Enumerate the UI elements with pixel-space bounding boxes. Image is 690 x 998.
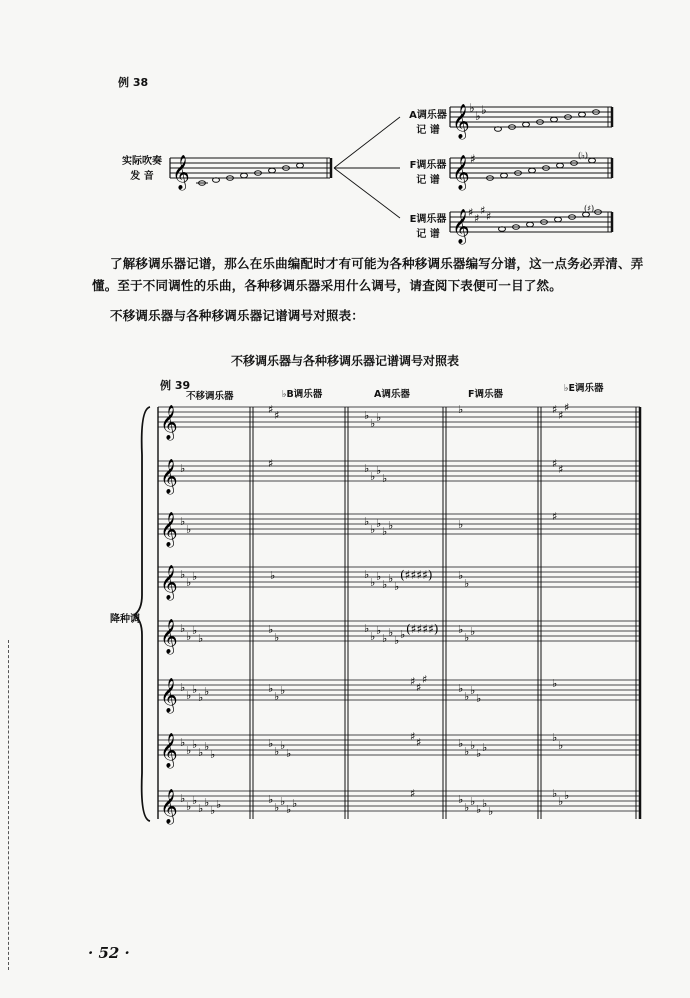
flat-icon: ♭ — [370, 523, 376, 536]
target-f-line1: F调乐器 — [409, 160, 447, 171]
example-38-notation — [0, 0, 690, 250]
flat-icon: ♭ — [382, 578, 388, 591]
flat-icon: ♭ — [186, 523, 192, 536]
source-label-line2: 发 音 — [130, 171, 154, 182]
col-2-key-signatures — [364, 409, 439, 800]
flat-icon: ♭ — [464, 745, 470, 758]
connector-lines — [334, 117, 400, 218]
staff-row-2 — [158, 461, 640, 481]
enharmonic-paren-row5: (♯♯♯♯) — [406, 622, 439, 636]
flat-icon: ♭ — [268, 793, 274, 806]
sharp-icon: ♯ — [416, 681, 422, 694]
treble-clef-icon: 𝄞 — [172, 155, 190, 190]
sharp-icon: ♯ — [410, 675, 416, 688]
flat-icon: ♭ — [364, 622, 370, 635]
flat-icon: ♭ — [204, 740, 210, 753]
flat-icon: ♭ — [458, 403, 464, 416]
flat-icon: ♭ — [198, 802, 204, 815]
target-a-line2: 记 谱 — [416, 125, 440, 136]
treble-clef-icon: 𝄞 — [160, 459, 178, 494]
sharp-icon: ♯ — [410, 787, 416, 800]
flat-icon: ♭ — [370, 630, 376, 643]
flat-icon: ♭ — [382, 525, 388, 538]
col-4-key-signatures — [552, 401, 569, 808]
column-header-0: 不移调乐器 — [186, 391, 234, 402]
sharp-icon: ♯ — [422, 673, 428, 686]
page-number: · 52 · — [88, 944, 130, 962]
flat-icon: ♭ — [400, 628, 406, 641]
target-e-line1: E调乐器 — [409, 214, 447, 225]
flat-icon: ♭ — [180, 462, 186, 475]
flat-icon: ♭ — [458, 623, 464, 636]
sharp-icon: ♯ — [268, 457, 274, 470]
system-brace — [134, 407, 150, 821]
treble-clef-icon: 𝄞 — [452, 209, 470, 244]
source-notes — [196, 163, 304, 185]
f-paren-accidental: (♭) — [578, 151, 589, 160]
flat-icon: ♭ — [204, 796, 210, 809]
flat-icon: ♭ — [268, 682, 274, 695]
flat-icon: ♭ — [292, 797, 298, 810]
flat-icon: ♭ — [464, 801, 470, 814]
flat-icon: ♭ — [204, 685, 210, 698]
flat-icon: ♭ — [476, 747, 482, 760]
flat-icon: ♭ — [186, 744, 192, 757]
flat-icon: ♭ — [280, 739, 286, 752]
e-paren-accidental: (♯) — [584, 204, 595, 213]
flat-icon: ♭ — [192, 794, 198, 807]
flat-icon: ♭ — [482, 741, 488, 754]
flat-icon: ♭ — [268, 623, 274, 636]
flat-icon: ♭ — [180, 622, 186, 635]
treble-clef-icon: 𝄞 — [452, 155, 470, 190]
sharp-icon: ♯ — [268, 403, 274, 416]
flat-icon: ♭ — [481, 103, 487, 117]
flat-icon: ♭ — [470, 625, 476, 638]
flat-icon: ♭ — [376, 411, 382, 424]
flat-icon: ♭ — [564, 789, 570, 802]
flat-icon: ♭ — [370, 470, 376, 483]
flat-icon: ♭ — [198, 691, 204, 704]
flat-icon: ♭ — [180, 568, 186, 581]
flat-icon: ♭ — [364, 462, 370, 475]
example-39-label: 例 39 — [160, 379, 191, 392]
flat-icon: ♭ — [458, 793, 464, 806]
flat-icon: ♭ — [476, 803, 482, 816]
sharp-icon: ♯ — [552, 510, 558, 523]
flat-icon: ♭ — [210, 804, 216, 817]
flat-icon: ♭ — [388, 572, 394, 585]
flat-icon: ♭ — [370, 417, 376, 430]
flat-icon: ♭ — [198, 746, 204, 759]
row-group-label: 降种调 — [110, 614, 140, 625]
flat-icon: ♭ — [394, 580, 400, 593]
flat-icon: ♭ — [274, 745, 280, 758]
staff-row-3 — [158, 514, 640, 534]
treble-clef-icon: 𝄞 — [160, 789, 178, 824]
flat-icon: ♭ — [458, 682, 464, 695]
flat-icon: ♭ — [376, 570, 382, 583]
target-f-line2: 记 谱 — [416, 175, 440, 186]
flat-icon: ♭ — [464, 631, 470, 644]
sharp-icon: ♯ — [552, 457, 558, 470]
flat-icon: ♭ — [274, 801, 280, 814]
column-header-3: F调乐器 — [468, 389, 503, 400]
treble-clef-icon: 𝄞 — [452, 104, 470, 139]
flat-icon: ♭ — [364, 515, 370, 528]
sharp-icon: ♯ — [274, 409, 280, 422]
flat-icon: ♭ — [458, 569, 464, 582]
treble-clef-icon: 𝄞 — [160, 565, 178, 600]
flat-icon: ♭ — [280, 795, 286, 808]
flat-icon: ♭ — [286, 747, 292, 760]
staff-row-7 — [158, 735, 640, 755]
enharmonic-paren-row4: (♯♯♯♯) — [400, 568, 433, 582]
treble-clef-icon: 𝄞 — [160, 512, 178, 547]
flat-icon: ♭ — [210, 748, 216, 761]
flat-icon: ♭ — [180, 736, 186, 749]
flat-icon: ♭ — [274, 690, 280, 703]
flat-icon: ♭ — [268, 737, 274, 750]
flat-icon: ♭ — [376, 464, 382, 477]
sharp-icon: ♯ — [470, 152, 476, 166]
flat-icon: ♭ — [180, 681, 186, 694]
col-1-key-signatures — [268, 403, 297, 816]
flat-icon: ♭ — [180, 792, 186, 805]
sharp-icon: ♯ — [474, 212, 480, 225]
f-notes — [487, 158, 596, 180]
flat-icon: ♭ — [382, 472, 388, 485]
flat-icon: ♭ — [364, 568, 370, 581]
a-notes — [495, 110, 600, 132]
flat-icon: ♭ — [394, 634, 400, 647]
treble-clef-icon: 𝄞 — [160, 619, 178, 654]
flat-icon: ♭ — [458, 518, 464, 531]
flat-icon: ♭ — [186, 576, 192, 589]
flat-icon: ♭ — [198, 632, 204, 645]
flat-icon: ♭ — [470, 684, 476, 697]
flat-icon: ♭ — [192, 570, 198, 583]
flat-icon: ♭ — [552, 787, 558, 800]
target-e-line2: 记 谱 — [416, 229, 440, 240]
clefs — [160, 405, 178, 825]
sharp-icon: ♯ — [558, 409, 564, 422]
flat-icon: ♭ — [558, 739, 564, 752]
flat-icon: ♭ — [464, 690, 470, 703]
flat-icon: ♭ — [370, 576, 376, 589]
flat-icon: ♭ — [458, 737, 464, 750]
flat-icon: ♭ — [192, 683, 198, 696]
column-header-1: ♭B调乐器 — [282, 389, 323, 400]
staves — [158, 407, 640, 811]
key-signature-table — [0, 395, 690, 835]
paragraph-2 — [92, 305, 652, 327]
flat-icon: ♭ — [552, 677, 558, 690]
flat-icon: ♭ — [482, 797, 488, 810]
col-3-key-signatures — [458, 403, 493, 818]
flat-icon: ♭ — [558, 795, 564, 808]
margin-dashed-line — [8, 640, 9, 970]
paragraph-1 — [92, 253, 652, 297]
sharp-icon: ♯ — [558, 463, 564, 476]
paragraph-1-text: 了解移调乐器记谱，那么在乐曲编配时才有可能为各种移调乐器编写分谱，这一点务必弄清、弄懂。至于不同调性的乐曲，各种移调乐器采用什么调号，请查阅下表便可一目了然。 — [92, 256, 644, 293]
flat-icon: ♭ — [270, 569, 276, 582]
paragraph-2-text: 不移调乐器与各种移调乐器记谱调号对照表： — [110, 308, 365, 323]
table-title: 不移调乐器与各种移调乐器记谱调号对照表 — [230, 354, 459, 368]
flat-icon: ♭ — [280, 684, 286, 697]
treble-clef-icon: 𝄞 — [160, 733, 178, 768]
col-0-key-signatures — [180, 462, 221, 817]
flat-icon: ♭ — [180, 515, 186, 528]
flat-icon: ♭ — [552, 731, 558, 744]
sharp-icon: ♯ — [480, 204, 486, 217]
source-label-line1: 实际吹奏 — [122, 156, 162, 167]
sharp-icon: ♯ — [552, 403, 558, 416]
flat-icon: ♭ — [469, 101, 475, 115]
flat-icon: ♭ — [192, 738, 198, 751]
sharp-icon: ♯ — [486, 210, 492, 223]
column-header-4: ♭E调乐器 — [564, 383, 604, 394]
flat-icon: ♭ — [376, 517, 382, 530]
flat-icon: ♭ — [286, 803, 292, 816]
source-staff — [170, 158, 331, 178]
flat-icon: ♭ — [382, 632, 388, 645]
flat-icon: ♭ — [186, 800, 192, 813]
flat-icon: ♭ — [476, 692, 482, 705]
flat-icon: ♭ — [488, 805, 494, 818]
sharp-icon: ♯ — [468, 206, 474, 219]
flat-icon: ♭ — [388, 626, 394, 639]
flat-icon: ♭ — [186, 689, 192, 702]
flat-icon: ♭ — [470, 739, 476, 752]
sharp-icon: ♯ — [564, 401, 570, 414]
flat-icon: ♭ — [475, 109, 481, 123]
flat-icon: ♭ — [470, 795, 476, 808]
flat-icon: ♭ — [376, 624, 382, 637]
flat-icon: ♭ — [274, 631, 280, 644]
target-a-line1: A调乐器 — [409, 110, 447, 121]
flat-icon: ♭ — [364, 409, 370, 422]
flat-icon: ♭ — [186, 630, 192, 643]
column-bar-lines — [250, 407, 640, 819]
staff-row-6 — [158, 680, 640, 700]
treble-clef-icon: 𝄞 — [160, 678, 178, 713]
sharp-icon: ♯ — [416, 736, 422, 749]
example-38-label: 例 38 — [118, 76, 149, 89]
column-header-2: A调乐器 — [374, 389, 410, 400]
flat-icon: ♭ — [388, 519, 394, 532]
flat-icon: ♭ — [464, 577, 470, 590]
flat-icon: ♭ — [216, 798, 222, 811]
treble-clef-icon: 𝄞 — [160, 405, 178, 440]
sharp-icon: ♯ — [410, 730, 416, 743]
flat-icon: ♭ — [192, 624, 198, 637]
